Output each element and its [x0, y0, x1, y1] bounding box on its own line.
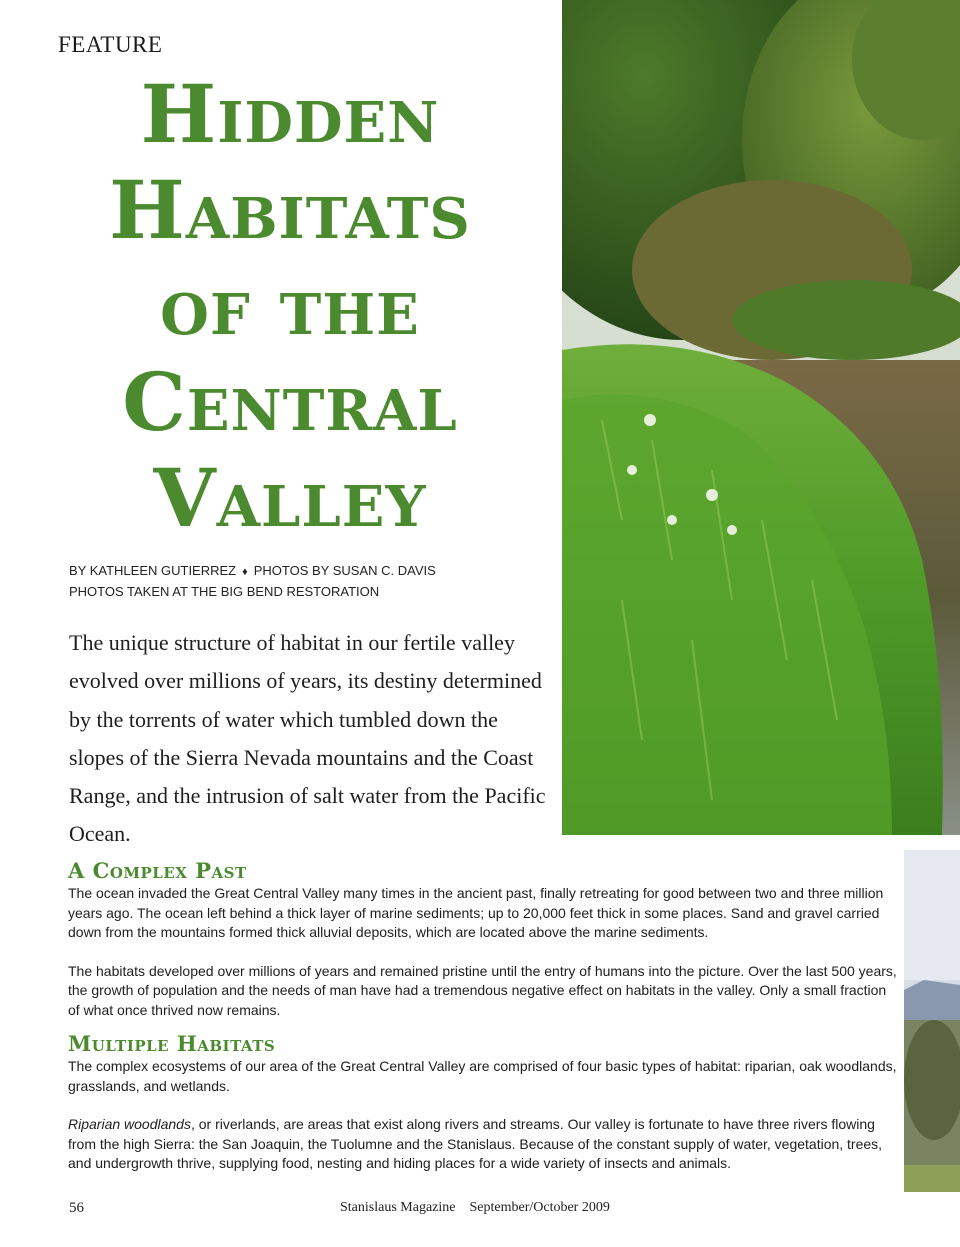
landscape-photo: [904, 850, 960, 1192]
author-credit: BY KATHLEEN GUTIERREZ: [69, 563, 237, 578]
byline-credits: [69, 561, 436, 582]
riparian-paragraph: [68, 1115, 898, 1174]
body-paragraph: The complex ecosystems of our area of the Great Central Valley are comprised of four basic types of habitat: riparian, oak woodlands, grasslands, and wetlands.: [68, 1058, 897, 1094]
river-photo: [562, 0, 960, 835]
section-heading: Multiple Habitats: [68, 1031, 276, 1056]
section-multiple-habitats: [68, 1031, 898, 1174]
title-line: Hidden: [140, 67, 440, 161]
lede-paragraph: The unique structure of habitat in our fertile valley evolved over millions of years, its destiny determined by the torrents of water which tumbled down the slopes of the Sierra Nevada mountains and the Coast Range, and the intrusion of salt water from the Pacific Ocean.: [69, 630, 546, 847]
section-label: FEATURE: [58, 32, 163, 57]
body-paragraph: The habitats developed over millions of years and remained pristine until the entry of humans into the picture. Over the last 500 years, the growth of population and the needs of man have had a tremendous negative effect on habitats in the valley. Only a small fraction of what once thrived now remains.: [68, 962, 897, 1018]
article-title: [60, 66, 520, 546]
title-line: Central: [122, 355, 458, 449]
footer-publication: [340, 1200, 624, 1216]
diamond-icon: ♦: [242, 566, 248, 578]
section-heading: A Complex Past: [68, 858, 247, 883]
issue-date: September/October 2009: [469, 1200, 610, 1215]
riparian-term: Riparian woodlands: [68, 1116, 191, 1132]
page-number: 56: [69, 1200, 84, 1216]
riparian-text: , or riverlands, are areas that exist along rivers and streams. Our valley is fortunate to have three rivers flowing from the high Sierra: the San Joaquin, the Tuolumne and the Stanislaus. Because of the constant supply of water, vegetation, trees, and undergrowth thrive, supplying food, nesting and hiding places for a wide variety of insects and animals.: [68, 1116, 883, 1171]
title-line: Habitats: [109, 163, 471, 257]
photo-location: PHOTOS TAKEN AT THE BIG BEND RESTORATION: [69, 584, 380, 599]
section-complex-past: [68, 858, 898, 1020]
photo-credit: PHOTOS BY SUSAN C. DAVIS: [253, 563, 436, 578]
title-line: of the: [160, 259, 420, 353]
title-line: Valley: [153, 451, 427, 545]
byline: [69, 561, 436, 601]
body-paragraph: The ocean invaded the Great Central Valley many times in the ancient past, finally retreating for good between two and three million years ago. The ocean left behind a thick layer of marine sediments; up to 20,000 feet thick in some places. Sand and gravel carried down from the mountains formed thick alluvial deposits, which are located above the marine sediments.: [68, 885, 884, 940]
magazine-name: Stanislaus Magazine: [340, 1200, 456, 1215]
